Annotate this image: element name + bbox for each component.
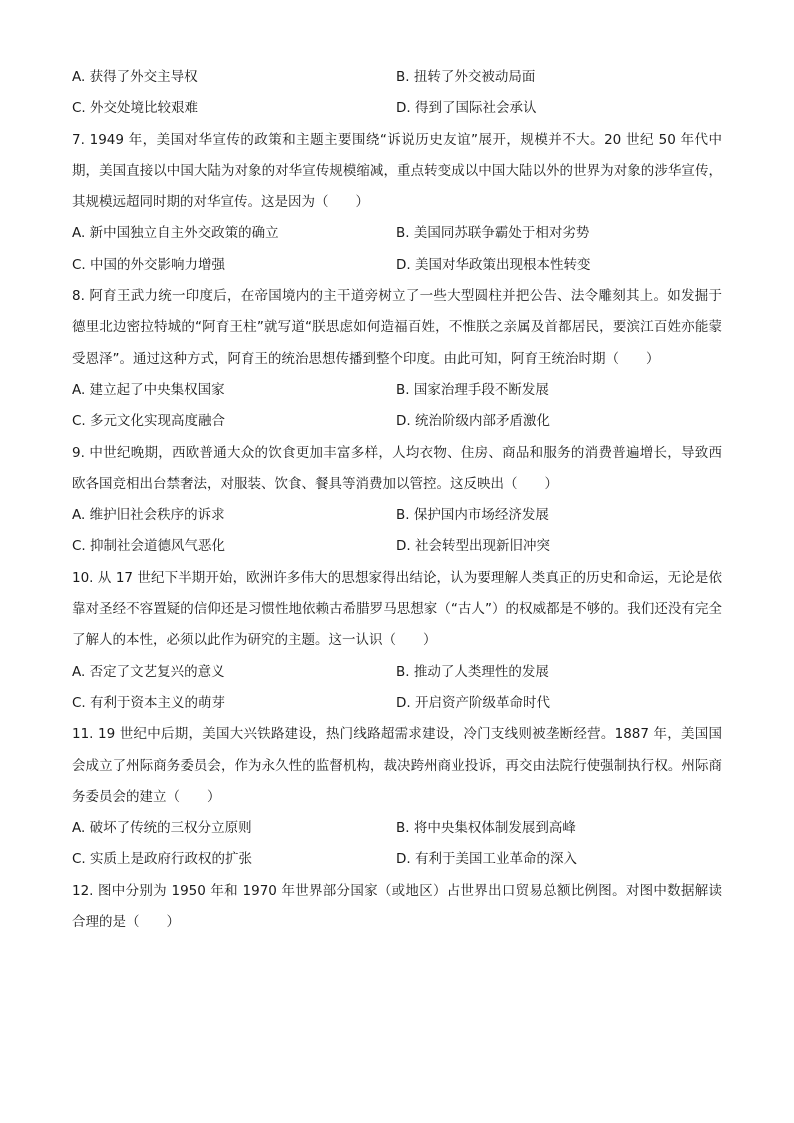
question-11-stem: 11. 19 世纪中后期，美国大兴铁路建设，热门线路超需求建设，冷门支线则被垄断经营。1887 年，美国国会成立了州际商务委员会，作为永久性的监督机构，裁决跨州商业投诉，再交由法院行使强制执行权。州际商务委员会的建立（ ） xyxy=(72,726,722,805)
question-7-stem: 7. 1949 年，美国对华宣传的政策和主题主要围绕“诉说历史友谊”展开，规模并不大。20 世纪 50 年代中期，美国直接以中国大陆为对象的对华宣传规模缩减，重点转变成以中国大陆以外的世界为对象的涉华宣传，其规模远超同时期的对华宣传。这是因为（ ） xyxy=(72,131,722,211)
option-c: C. 多元文化实现高度融合 xyxy=(72,413,226,430)
option-a: A. 新中国独立自主外交政策的确立 xyxy=(72,225,279,242)
question-10-stem: 10. 从 17 世纪下半期开始，欧洲许多伟大的思想家得出结论，认为要理解人类真正的历史和命运，无论是依靠对圣经不容置疑的信仰还是习惯性地依赖古希腊罗马思想家（“古人”）的权威都是不够的。我们还没有完全了解人的本性，必须以此作为研究的主题。这一认识（ ） xyxy=(72,569,722,649)
option-d: D. 开启资产阶级革命时代 xyxy=(396,694,550,711)
question-6-options xyxy=(72,62,722,125)
option-d: D. 社会转型出现新旧冲突 xyxy=(396,538,550,555)
question-9-stem: 9. 中世纪晚期，西欧普通大众的饮食更加丰富多样，人均衣物、住房、商品和服务的消费普遍增长，导致西欧各国竞相出台禁奢法，对服装、饮食、餐具等消费加以管控。这反映出（ ） xyxy=(72,444,722,492)
question-9-options xyxy=(72,500,722,563)
option-c: C. 抑制社会道德风气恶化 xyxy=(72,538,226,555)
option-a: A. 建立起了中央集权国家 xyxy=(72,381,225,398)
option-b: B. 美国同苏联争霸处于相对劣势 xyxy=(396,225,590,242)
option-a: A. 获得了外交主导权 xyxy=(72,69,198,85)
option-c: C. 有利于资本主义的萌芽 xyxy=(72,694,226,711)
option-d: D. 得到了国际社会承认 xyxy=(396,100,537,117)
question-8-options xyxy=(72,375,722,438)
option-a: A. 否定了文艺复兴的意义 xyxy=(72,663,225,680)
option-b: B. 保护国内市场经济发展 xyxy=(396,507,549,524)
option-a: A. 维护旧社会秩序的诉求 xyxy=(72,507,225,524)
option-b: B. 扭转了外交被动局面 xyxy=(396,69,536,85)
option-b: B. 将中央集权体制发展到高峰 xyxy=(396,820,576,837)
option-c: C. 实质上是政府行政权的扩张 xyxy=(72,851,253,868)
option-d: D. 有利于美国工业革命的深入 xyxy=(396,851,577,868)
option-d: D. 统治阶级内部矛盾激化 xyxy=(396,413,550,430)
question-7-options xyxy=(72,218,722,281)
option-d: D. 美国对华政策出现根本性转变 xyxy=(396,256,591,273)
question-12-stem: 12. 图中分别为 1950 年和 1970 年世界部分国家（或地区）占世界出口贸易总额比例图。对图中数据解读合理的是（ ） xyxy=(72,882,722,931)
question-8-stem: 8. 阿育王武力统一印度后，在帝国境内的主干道旁树立了一些大型圆柱并把公告、法令雕刻其上。如发掘于德里北边密拉特城的“阿育王柱”就写道“朕思虑如何造福百姓，不惟朕之亲属及首都居民，要滨江百姓亦能蒙受恩泽”。通过这种方式，阿育王的统治思想传播到整个印度。由此可知，阿育王统治时期（ ） xyxy=(72,288,722,367)
question-10-options xyxy=(72,657,722,720)
option-a: A. 破坏了传统的三权分立原则 xyxy=(72,820,252,837)
option-b: B. 推动了人类理性的发展 xyxy=(396,663,549,680)
option-c: C. 中国的外交影响力增强 xyxy=(72,256,226,273)
option-c: C. 外交处境比较艰难 xyxy=(72,100,199,117)
exam-page xyxy=(72,62,722,938)
question-11-options xyxy=(72,813,722,876)
option-b: B. 国家治理手段不断发展 xyxy=(396,381,549,398)
